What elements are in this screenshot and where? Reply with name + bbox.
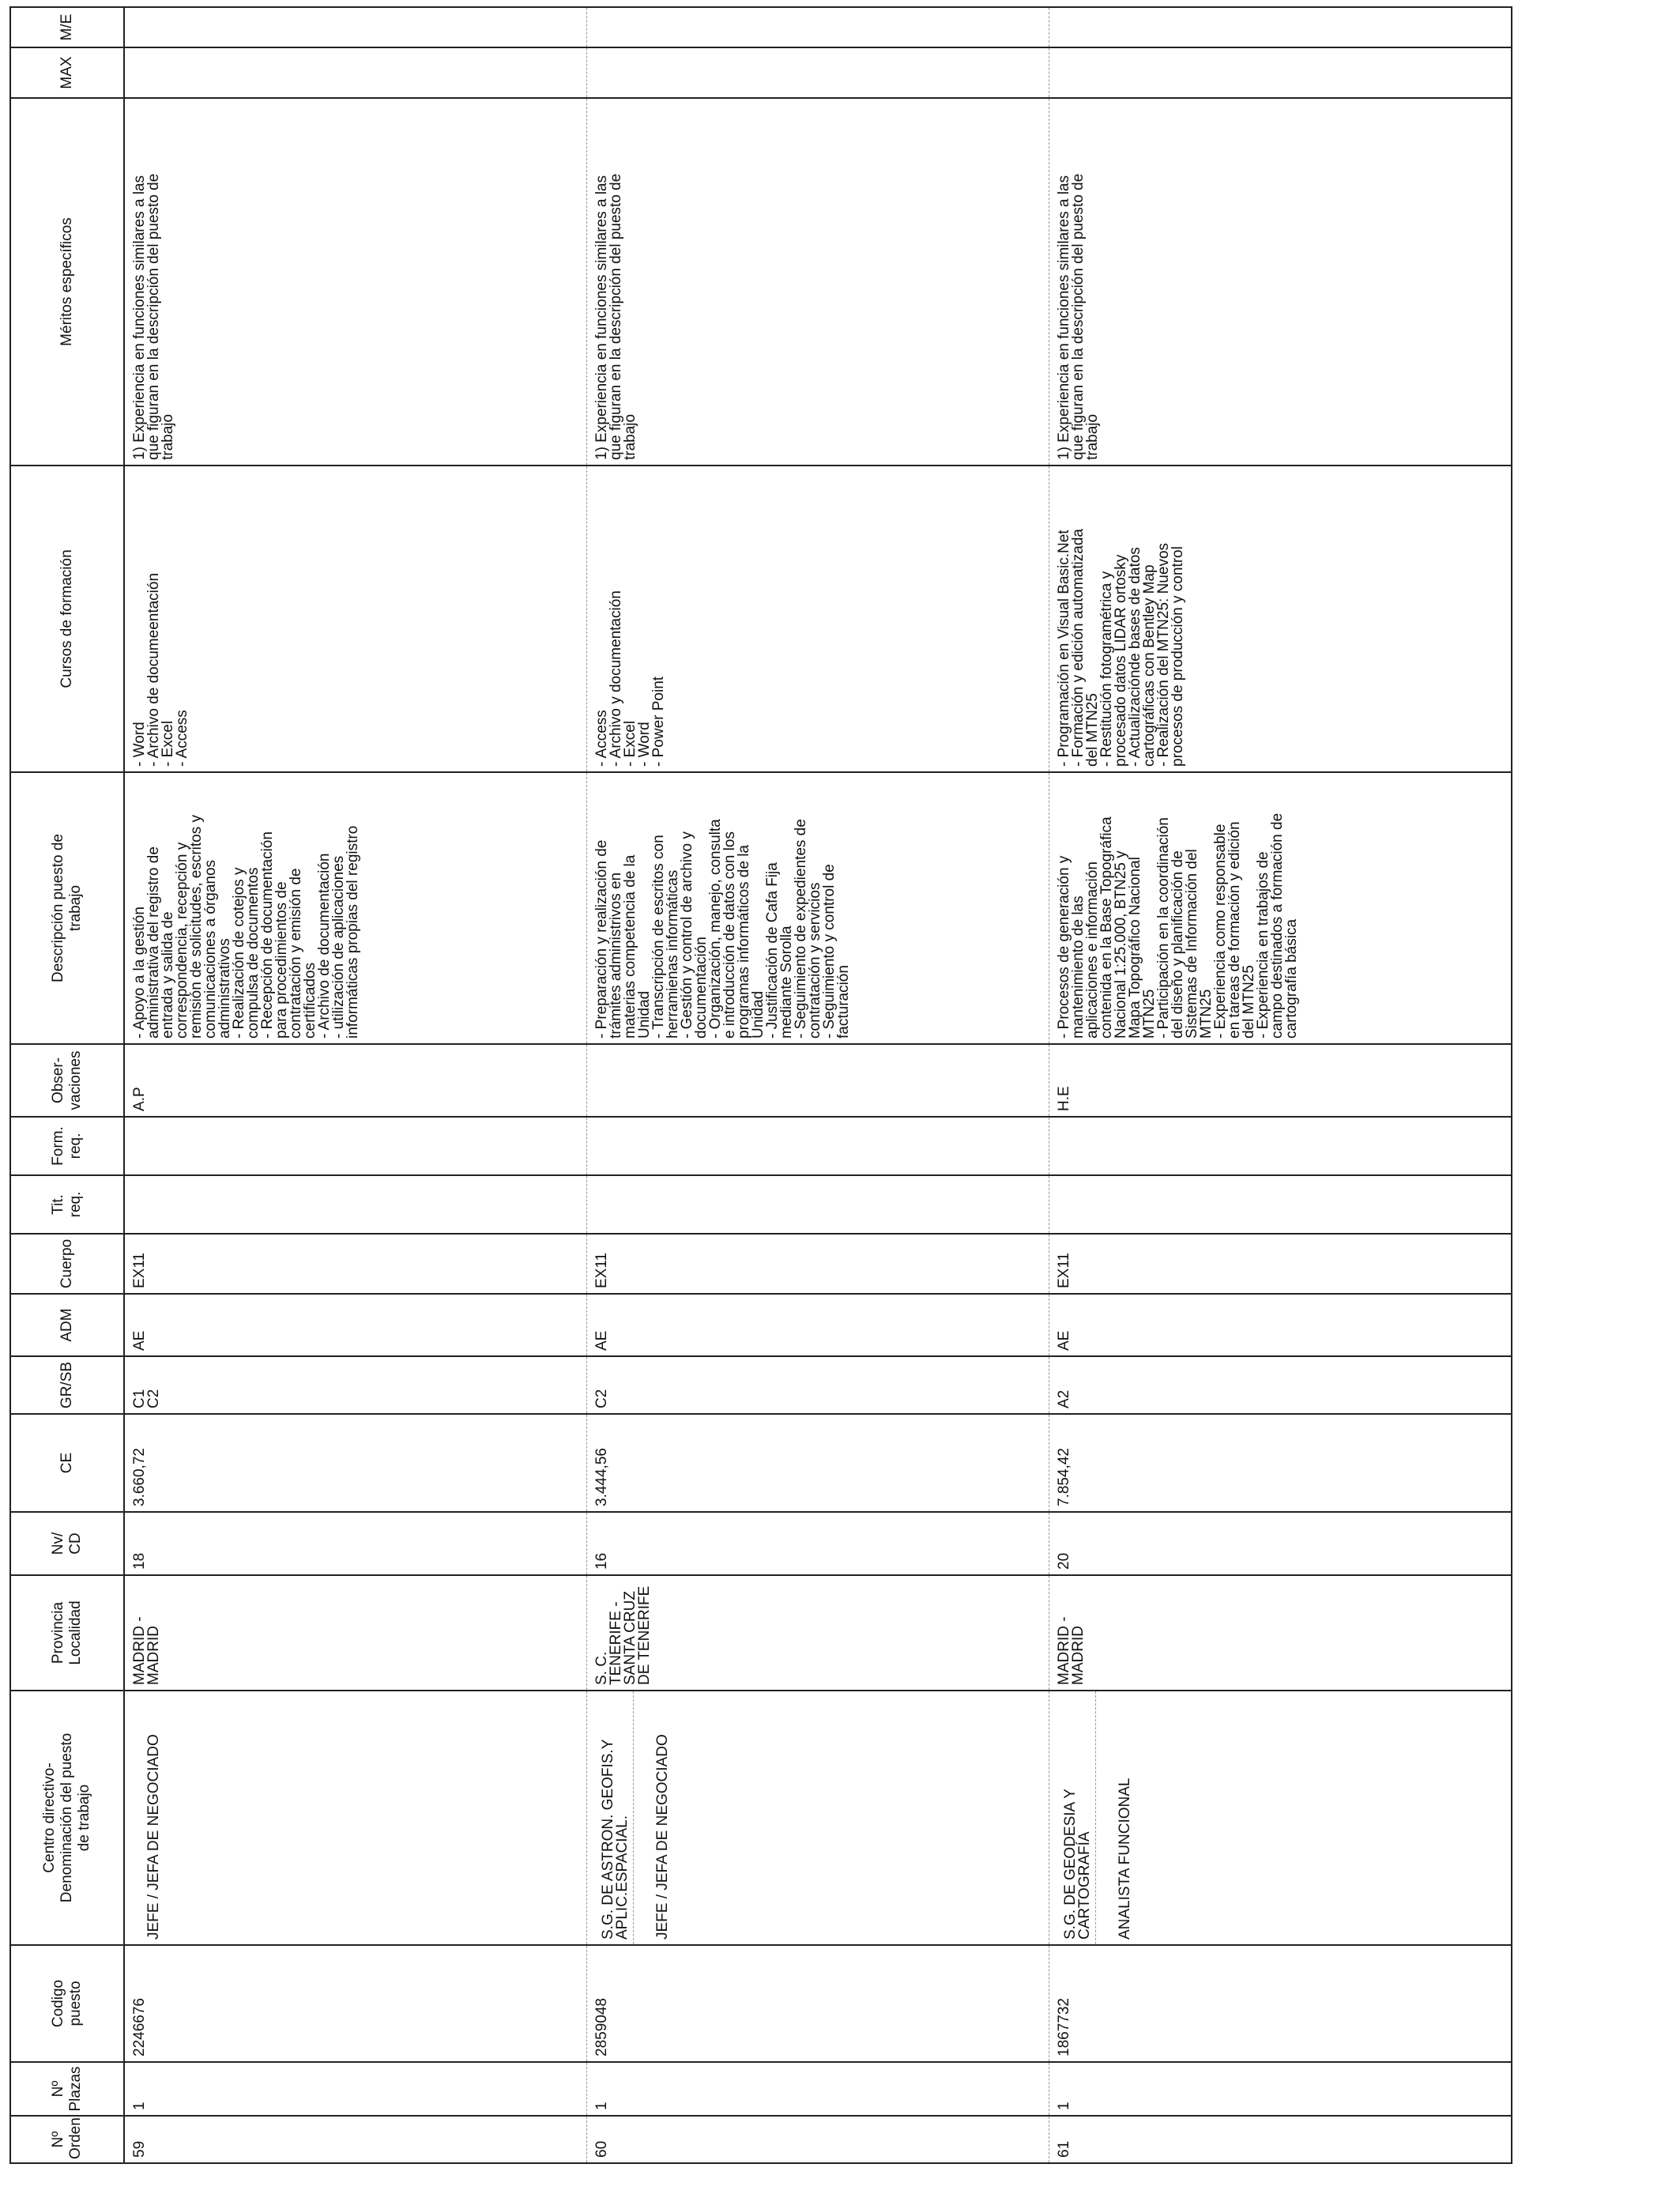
cell-formacion [1049,1117,1512,1175]
header-adm: ADM [10,1294,124,1356]
cell-centro [1049,1691,1512,1945]
cell-me [1049,7,1512,47]
cell-meritos: 1) Experiencia en funciones similares a las que figuran en la descripción del puesto de trabajo [124,98,587,466]
header-observaciones: Obser- vaciones [10,1044,124,1117]
header-orden: Nº Orden [10,2116,124,2163]
cell-orden: 60 [587,2116,1049,2163]
cell-cuerpo: EX11 [587,1234,1049,1294]
cell-cursos: - Access - Archivo y documentación - Excel - Word - Power Point [587,466,1049,772]
header-descripcion: Descripción puesto de trabajo [10,772,124,1044]
cell-codigo: 1867732 [1049,1945,1512,2062]
cell-ce: 3.444,56 [587,1414,1049,1512]
cell-grupo: C1 C2 [124,1356,587,1414]
cell-ce: 7.854,42 [1049,1414,1512,1512]
cell-provincia: MADRID - MADRID [124,1575,587,1691]
cell-nivel: 20 [1049,1512,1512,1575]
cell-orden: 59 [124,2116,587,2163]
cell-nivel: 18 [124,1512,587,1575]
header-grupo: GR/SB [10,1356,124,1414]
header-centro: Centro directivo- Denominación del puesto de trabajo [10,1691,124,1945]
cell-cursos: - Programación en Visual Basic.Net - Formación y edición automatizada del MTN25 - Restitución fotogramétrica y procesado datos LIDAR ortosky - Actualizaciónde bases de datos cartográficas con Bentley Map - Realización del MTN25: Nuevos procesos de producción y control [1049,466,1512,772]
cell-unidad: S.G. DE GEODESIA Y CARTOGRAFÍA [1064,1691,1096,1944]
cell-centro [587,1691,1049,1945]
cell-grupo: A2 [1049,1356,1512,1414]
cell-formacion [124,1117,587,1175]
cell-codigo: 2246676 [124,1945,587,2062]
header-max: MAX [10,47,124,98]
cell-provincia: S. C. TENERIFE - SANTA CRUZ DE TENERIFE [587,1575,1049,1691]
cell-meritos: 1) Experiencia en funciones similares a las que figuran en la descripción del puesto de trabajo [1049,98,1512,466]
header-cursos: Cursos de formación [10,466,124,772]
cell-adm: AE [587,1294,1049,1356]
header-ce: CE [10,1414,124,1512]
header-plazas: Nº Plazas [10,2062,124,2116]
cell-centro [124,1691,587,1945]
cell-titulacion [124,1175,587,1234]
cell-plazas: 1 [124,2062,587,2116]
header-meritos: Méritos específicos [10,98,124,466]
cell-observaciones: A.P [124,1044,587,1117]
cell-provincia: MADRID - MADRID [1049,1575,1512,1691]
cell-plazas: 1 [1049,2062,1512,2116]
cell-meritos: 1) Experiencia en funciones similares a las que figuran en la descripción del puesto de trabajo [587,98,1049,466]
cell-observaciones [587,1044,1049,1117]
cell-descripcion: - Procesos de generación y mantenimiento de las aplicaciones e información contenida en la Base Topográfica Nacional 1:25.000, BTN25 y Mapa Topográfico Nacional MTN25 - Participación en la coordinación del diseño y planificación de Sistemas de Información del MTN25 - Experiencia como responsable en tareas de formación y edición del MTN25 - Experiencia en trabajos de campo destinados a formación de cartografía básica [1049,772,1512,1044]
cell-max [1049,47,1512,98]
header-provincia: Provincia Localidad [10,1575,124,1691]
cell-puesto: JEFE / JEFA DE NEGOCIADO [145,1734,162,1940]
cell-cursos: - Word - Archivo de documeentación - Excel - Access [124,466,587,772]
cell-adm: AE [1049,1294,1512,1356]
table-row [124,7,587,2163]
cell-puesto: JEFE / JEFA DE NEGOCIADO [654,1734,671,1940]
header-nivel: Nv/ CD [10,1512,124,1575]
cell-titulacion [1049,1175,1512,1234]
cell-observaciones: H.E [1049,1044,1512,1117]
table-row [587,7,1049,2163]
cell-cuerpo: EX11 [124,1234,587,1294]
cell-adm: AE [124,1294,587,1356]
cell-plazas: 1 [587,2062,1049,2116]
cell-formacion [587,1117,1049,1175]
cell-ce: 3.660,72 [124,1414,587,1512]
header-me: M/E [10,7,124,47]
cell-orden: 61 [1049,2116,1512,2163]
cell-me [124,7,587,47]
header-formacion: Form. req. [10,1117,124,1175]
cell-cuerpo: EX11 [1049,1234,1512,1294]
header-titulacion: Tit. req. [10,1175,124,1234]
job-positions-table [9,6,1512,2164]
header-codigo: Codigo puesto [10,1945,124,2062]
header-cuerpo: Cuerpo [10,1234,124,1294]
cell-descripcion: - Preparación y realización de trámites administrivos en materias competencia de la Unidad - Transcripción de escritos con herramienas informáticas - Gestión y control de archivo y documentación - Organización, manejo, consulta e introducción de datos con los programas informáticos de la Unidad - Justificación de Cafa Fija mediante Sorolla - Seguimiento de expedientes de contratación y servicios - Seguimiento y control de facturación [587,772,1049,1044]
cell-descripcion: - Apoyo a la gestión administrativa del registro de entrada y salida de correspondencia, recepción y remisión de solicitudes, escritos y comunicaciones a órganos administrativos - Realización de cotejos y compulsa de documentos - Recepción de documentación para procedimientos de contratación y emisión de certificados - Archivo de documentación - utilización de aplicaciones informáticas propias del registro [124,772,587,1044]
cell-max [124,47,587,98]
cell-nivel: 16 [587,1512,1049,1575]
cell-titulacion [587,1175,1049,1234]
cell-max [587,47,1049,98]
cell-me [587,7,1049,47]
table-header-row [10,7,124,2163]
cell-puesto: ANALISTA FUNCIONAL [1117,1777,1133,1940]
table-row [1049,7,1512,2163]
cell-unidad: S.G. DE ASTRON. GEOFIS.Y APLIC.ESPACIAL. [601,1691,634,1944]
cell-grupo: C2 [587,1356,1049,1414]
cell-codigo: 2859048 [587,1945,1049,2062]
